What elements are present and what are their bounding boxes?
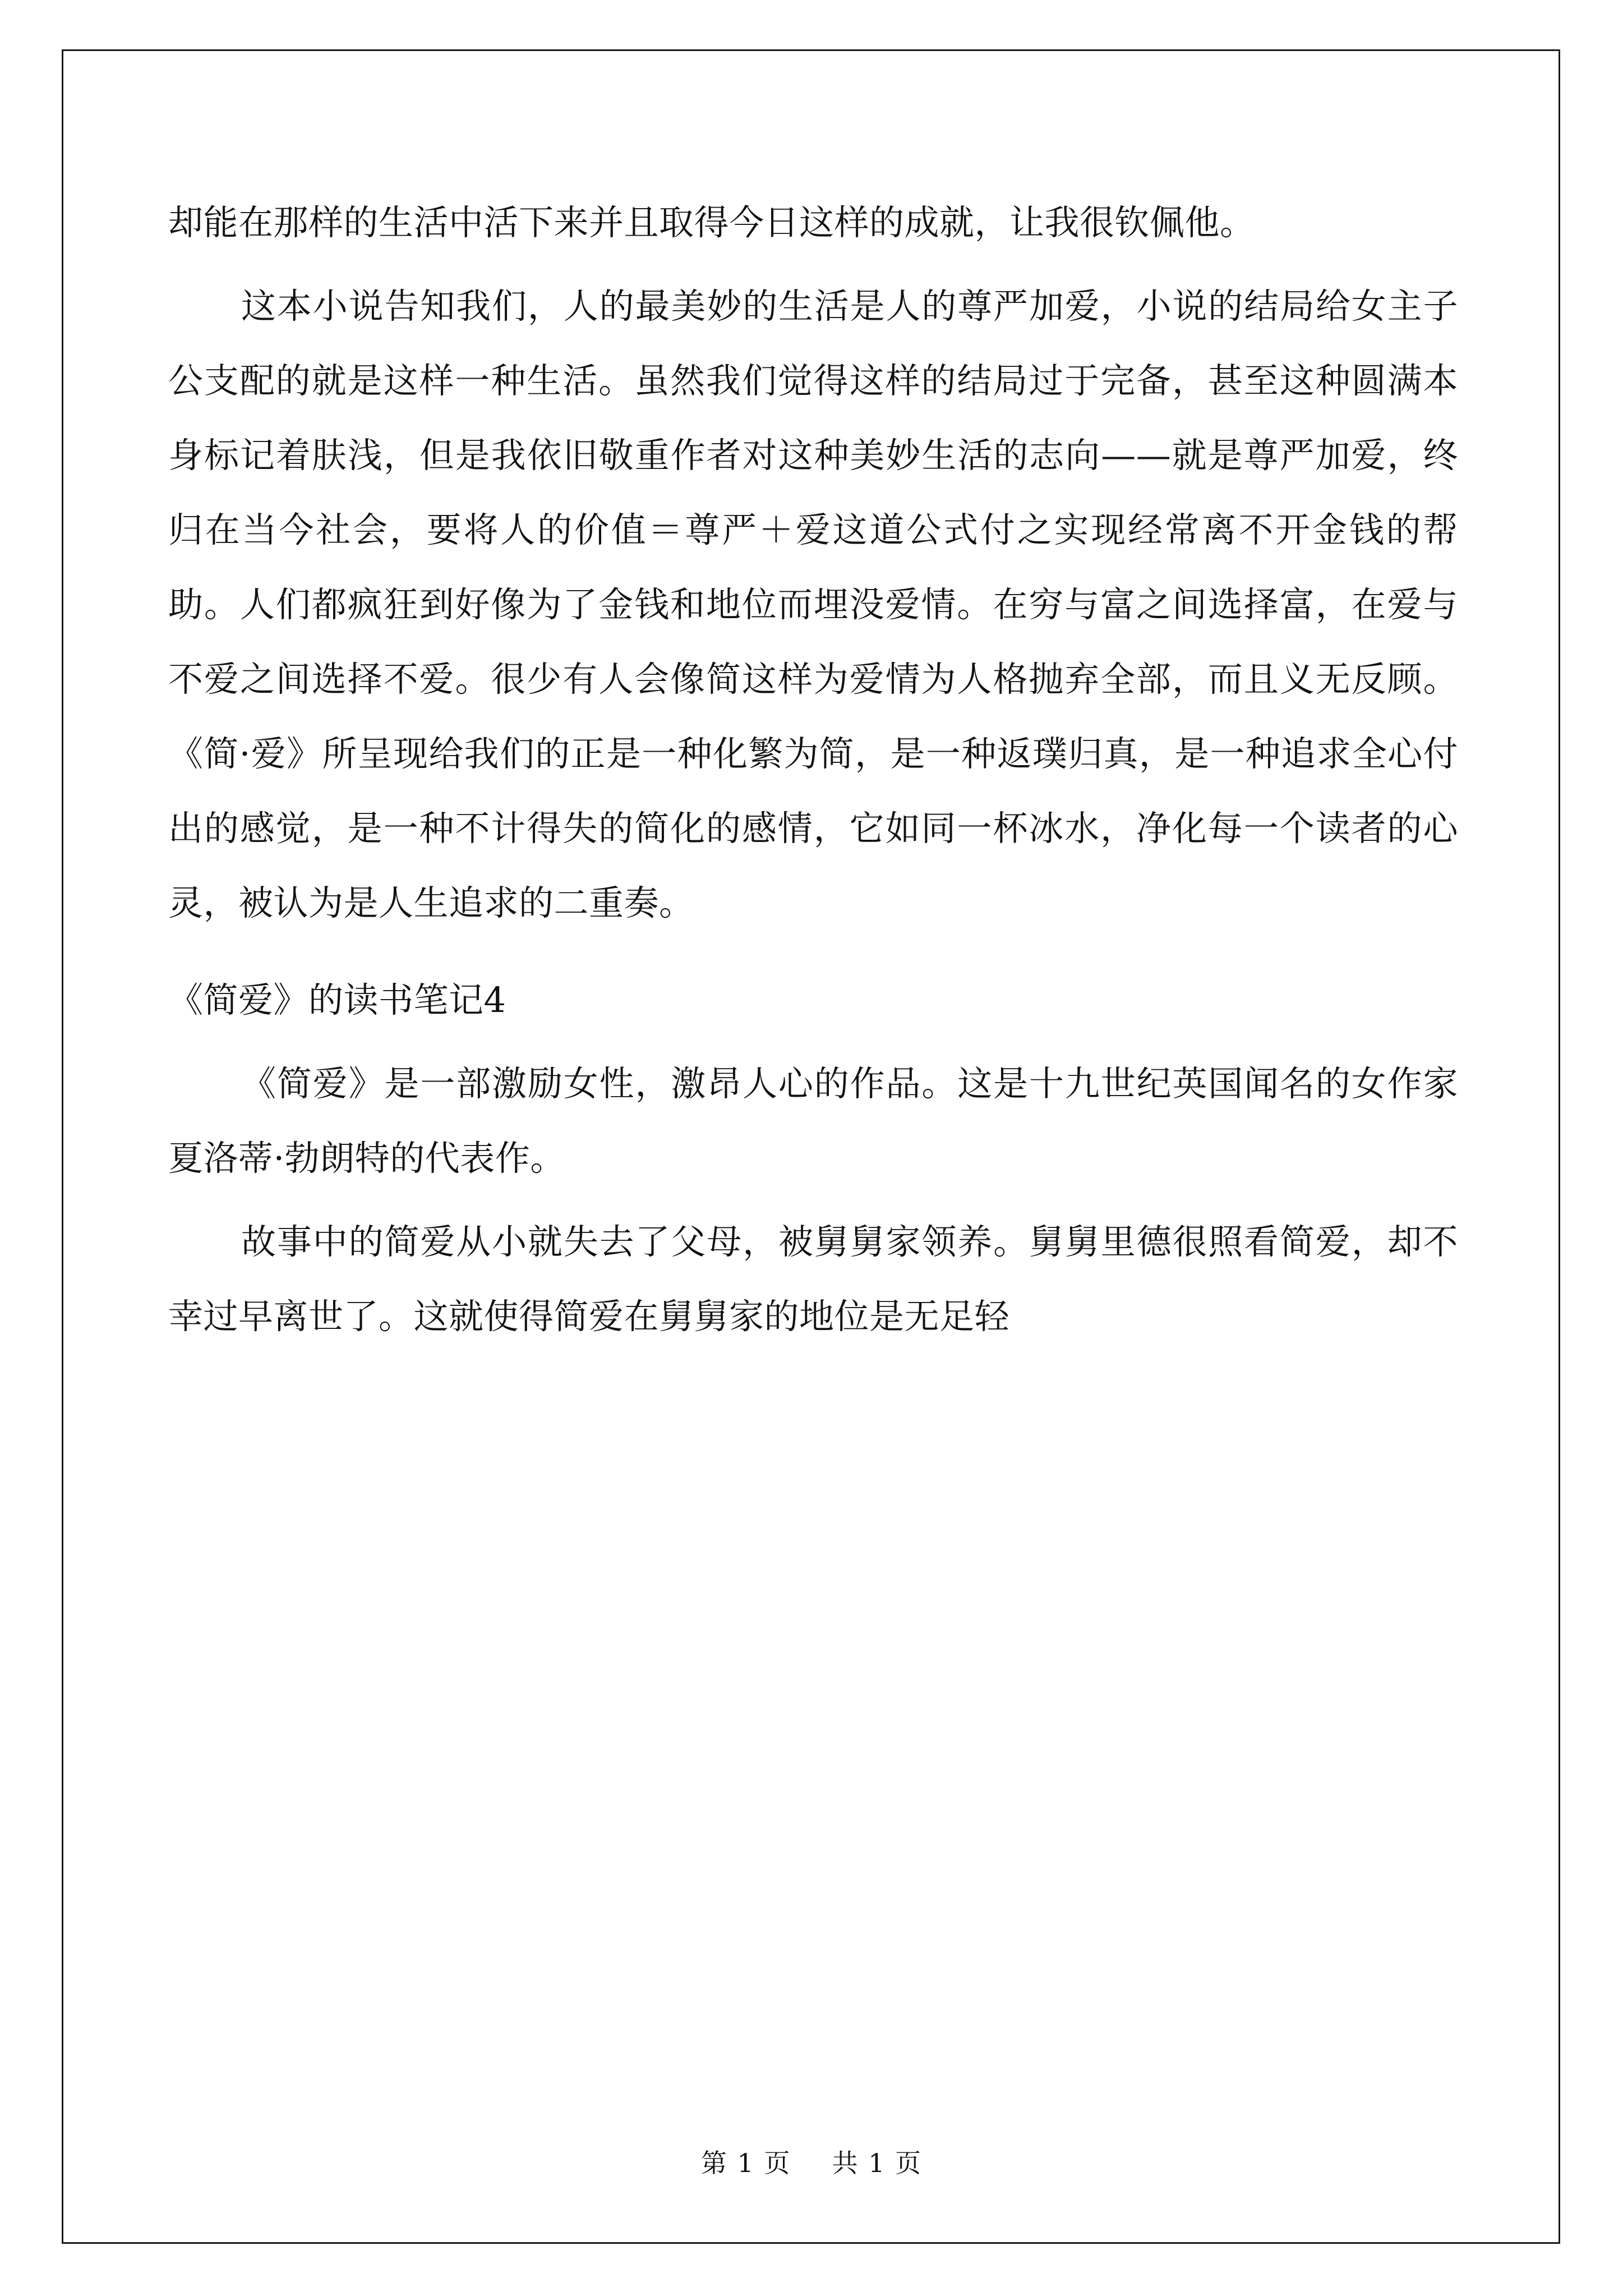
- paragraph-spacer: [168, 1037, 1458, 1046]
- paragraph-story-summary: 故事中的简爱从小就失去了父母，被舅舅家领养。舅舅里德很照看简爱，却不幸过早离世了。这就使得简爱在舅舅家的地位是无足轻: [168, 1221, 1458, 1337]
- footer-current-page: 第 1 页: [700, 2148, 791, 2178]
- paragraph-intro-author: 《简爱》是一部激励女性，激昂人心的作品。这是十九世纪英国闻名的女作家夏洛蒂·勃朗特的代表作。: [168, 1063, 1458, 1179]
- footer-total-pages: 共 1 页: [832, 2148, 923, 2178]
- document-body: [168, 185, 1458, 1354]
- paragraph-spacer: [168, 260, 1458, 269]
- page-footer: [0, 2143, 1623, 2180]
- paragraph-novel-reflection: 这本小说告知我们，人的最美妙的生活是人的尊严加爱，小说的结局给女主子公支配的就是这样一种生活。虽然我们觉得这样的结局过于完备，甚至这种圆满本身标记着肤浅，但是我依旧敬重作者对这种美妙生活的志向——就是尊严加爱，终归在当今社会，要将人的价值＝尊严＋爱这道公式付之实现经常离不开金钱的帮助。人们都疯狂到好像为了金钱和地位而埋没爱情。在穷与富之间选择富，在爱与不爱之间选择不爱。很少有人会像简这样为爱情为人格抛弃全部，而且义无反顾。《简·爱》所呈现给我们的正是一种化繁为简，是一种返璞归真，是一种追求全心付出的感觉，是一种不计得失的简化的感情，它如同一杯冰水，净化每一个读者的心灵，被认为是人生追求的二重奏。: [168, 286, 1458, 923]
- paragraph-spacer: [168, 940, 1458, 963]
- paragraph-spacer: [168, 1195, 1458, 1204]
- paragraph-continuation: 却能在那样的生活中活下来并且取得今日这样的成就，让我很钦佩他。: [168, 202, 1255, 243]
- section-heading-notes-4: 《简爱》的读书笔记4: [168, 979, 506, 1020]
